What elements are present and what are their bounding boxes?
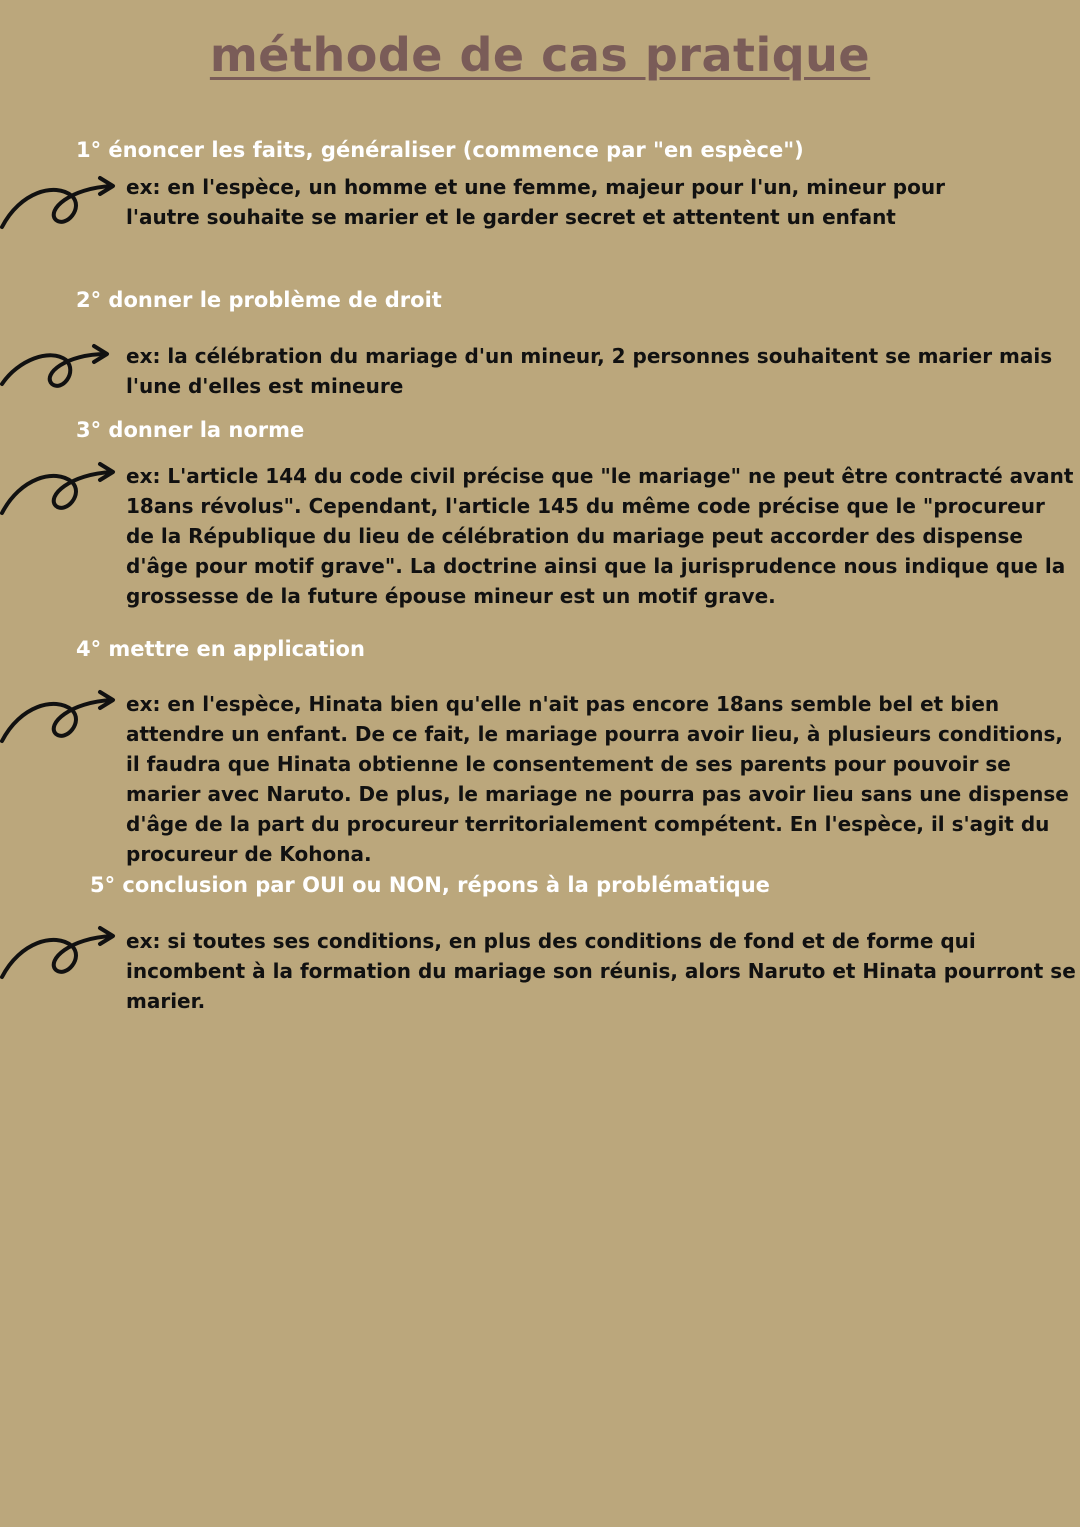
step-1-example: ex: en l'espèce, un homme et une femme, majeur pour l'un, mineur pour l'autre souhaite se marier et le garder secret et attentent un enfant (126, 175, 945, 229)
step-5-heading: 5° conclusion par OUI ou NON, répons à la problématique (90, 873, 770, 897)
curly-arrow-icon (0, 172, 120, 232)
curly-arrow-icon (0, 458, 120, 518)
step-4-heading: 4° mettre en application (76, 637, 365, 661)
step-4-example: ex: en l'espèce, Hinata bien qu'elle n'ait pas encore 18ans semble bel et bien attendre un enfant. De ce fait, le mariage pourra avoir lieu, à plusieurs conditions, il faudra que Hinata obtienne le consentement de ses parents pour pouvoir se marier avec Naruto. De plus, le mariage ne pourra pas avoir lieu sans une dispense d'âge de la part du procureur territorialement compétent. En l'espèce, il s'agit du procureur de Kohona. (126, 692, 1069, 866)
step-3-example: ex: L'article 144 du code civil précise que "le mariage" ne peut être contracté avant 18ans révolus". Cependant, l'article 145 du même code précise que le "procureur de la République du lieu de célébration du mariage peut accorder des dispense d'âge pour motif grave". La doctrine ainsi que la jurisprudence nous indique que la grossesse de la future épouse mineur est un motif grave. (126, 464, 1074, 608)
step-2-example: ex: la célébration du mariage d'un mineur, 2 personnes souhaitent se marier mais l'une d'elles est mineure (126, 344, 1053, 398)
step-5-example: ex: si toutes ses conditions, en plus des conditions de fond et de forme qui incombent à la formation du mariage son réunis, alors Naruto et Hinata pourront se marier. (126, 929, 1076, 1013)
curly-arrow-icon (0, 922, 120, 982)
step-2-heading: 2° donner le problème de droit (76, 288, 442, 312)
page-title: méthode de cas pratique (209, 28, 871, 82)
curly-arrow-icon (0, 686, 120, 746)
step-3-heading: 3° donner la norme (76, 418, 305, 442)
curly-arrow-icon (0, 340, 120, 400)
step-1-heading: 1° énoncer les faits, généraliser (commence par "en espèce") (76, 138, 804, 162)
